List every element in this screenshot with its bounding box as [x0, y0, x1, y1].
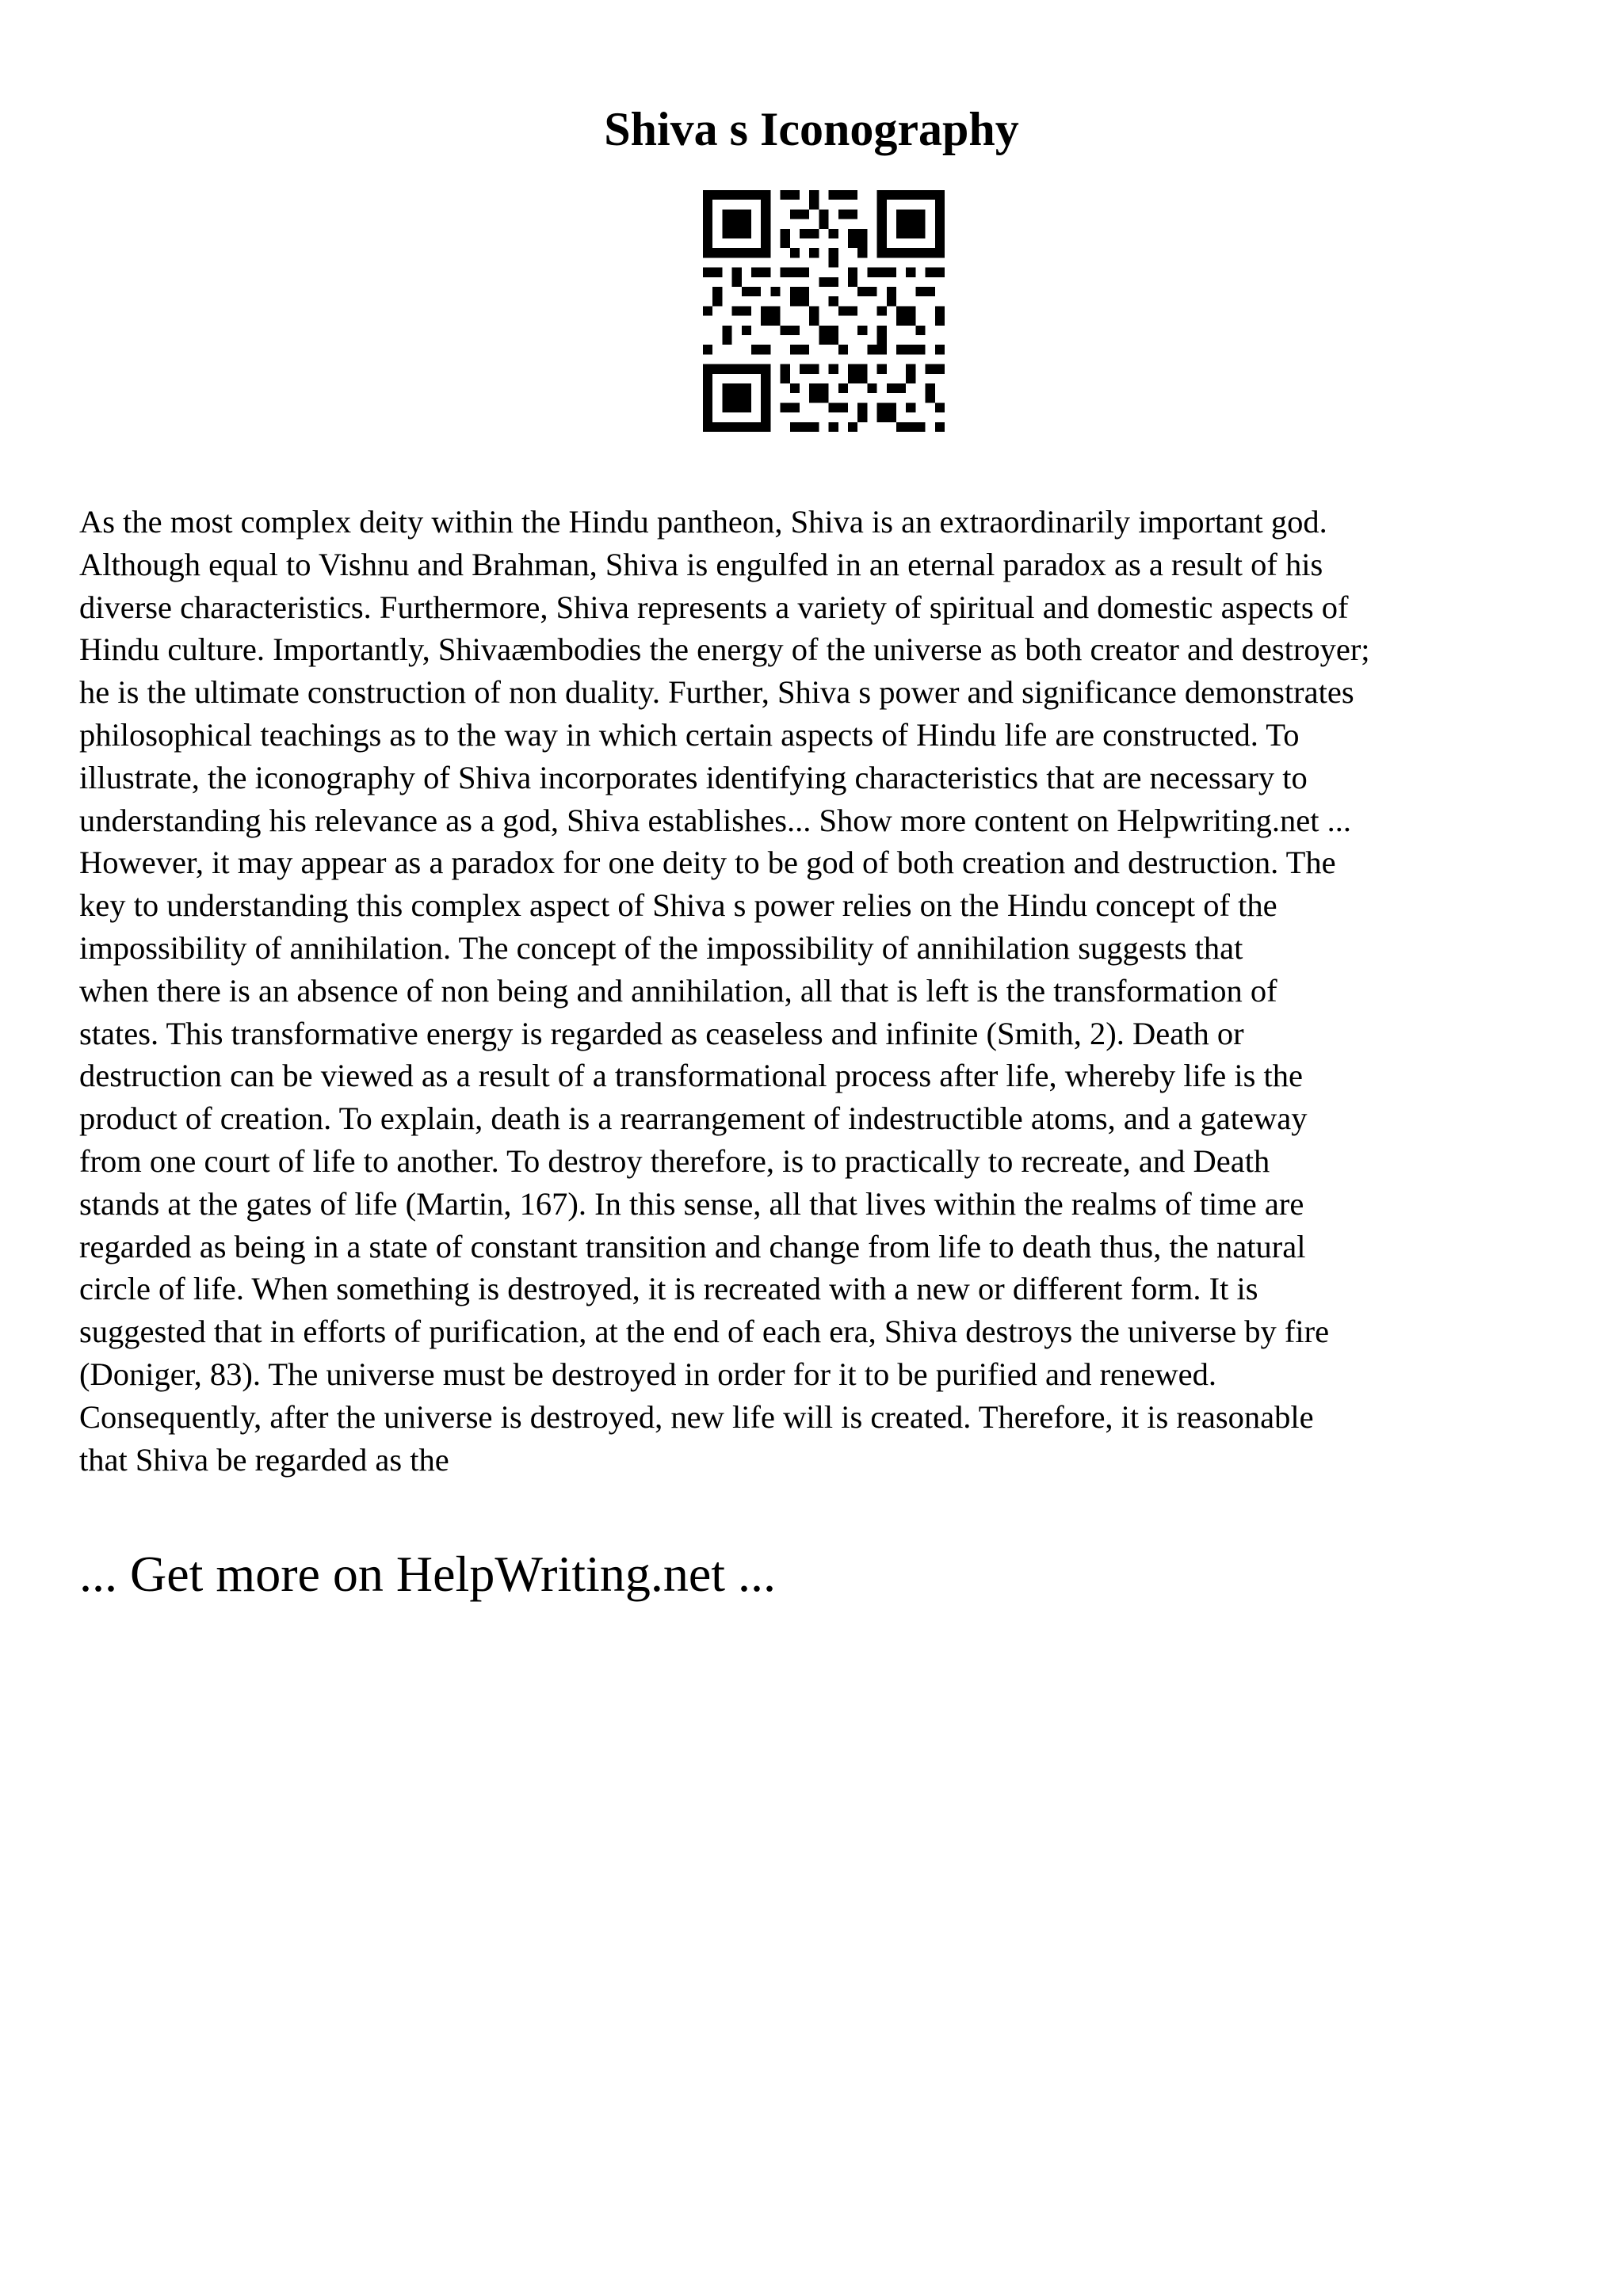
body-line: circle of life. When something is destroyed, it is recreated with a new or different form. It is [79, 1271, 1258, 1307]
body-line: states. This transformative energy is regarded as ceaseless and infinite (Smith, 2). Death or [79, 1015, 1244, 1051]
body-line: Although equal to Vishnu and Brahman, Shiva is engulfed in an eternal paradox as a result of his [79, 546, 1323, 582]
qr-code-icon [703, 190, 945, 432]
document-body [79, 501, 1569, 1481]
get-more-link[interactable]: ... Get more on HelpWriting.net ... [79, 1546, 776, 1602]
body-line: diverse characteristics. Furthermore, Shiva represents a variety of spiritual and domestic aspects of [79, 589, 1349, 625]
body-line: philosophical teachings as to the way in which certain aspects of Hindu life are constructed. To [79, 716, 1300, 753]
body-line: stands at the gates of life (Martin, 167). In this sense, all that lives within the realms of time are [79, 1185, 1304, 1222]
body-line: Consequently, after the universe is destroyed, new life will is created. Therefore, it is reasonable [79, 1398, 1314, 1435]
body-line: from one court of life to another. To destroy therefore, is to practically to recreate, and Death [79, 1142, 1270, 1179]
body-line: illustrate, the iconography of Shiva incorporates identifying characteristics that are necessary to [79, 759, 1308, 795]
body-line: when there is an absence of non being and annihilation, all that is left is the transformation of [79, 972, 1277, 1009]
body-line: product of creation. To explain, death is a rearrangement of indestructible atoms, and a gateway [79, 1100, 1308, 1137]
document-title: Shiva s Iconography [604, 103, 1019, 155]
body-line: (Doniger, 83). The universe must be destroyed in order for it to be purified and renewed. [79, 1356, 1216, 1392]
body-line: he is the ultimate construction of non duality. Further, Shiva s power and significance demonstrates [79, 674, 1354, 711]
body-line: key to understanding this complex aspect of Shiva s power relies on the Hindu concept of the [79, 887, 1277, 924]
body-line: However, it may appear as a paradox for one deity to be god of both creation and destruction. The [79, 845, 1336, 881]
body-line: that Shiva be regarded as the [79, 1441, 449, 1478]
body-line: Hindu culture. Importantly, Shivaæmbodies the energy of the universe as both creator and destroyer; [79, 631, 1370, 668]
body-line: regarded as being in a state of constant transition and change from life to death thus, the natural [79, 1228, 1306, 1264]
body-line: understanding his relevance as a god, Shiva establishes... Show more content on Helpwriting.net ... [79, 802, 1352, 838]
body-line: destruction can be viewed as a result of a transformational process after life, whereby life is the [79, 1058, 1304, 1094]
body-line: suggested that in efforts of purification, at the end of each era, Shiva destroys the universe by fire [79, 1314, 1330, 1350]
body-line: impossibility of annihilation. The concept of the impossibility of annihilation suggests that [79, 929, 1243, 966]
body-line: As the most complex deity within the Hindu pantheon, Shiva is an extraordinarily important god. [79, 504, 1327, 540]
